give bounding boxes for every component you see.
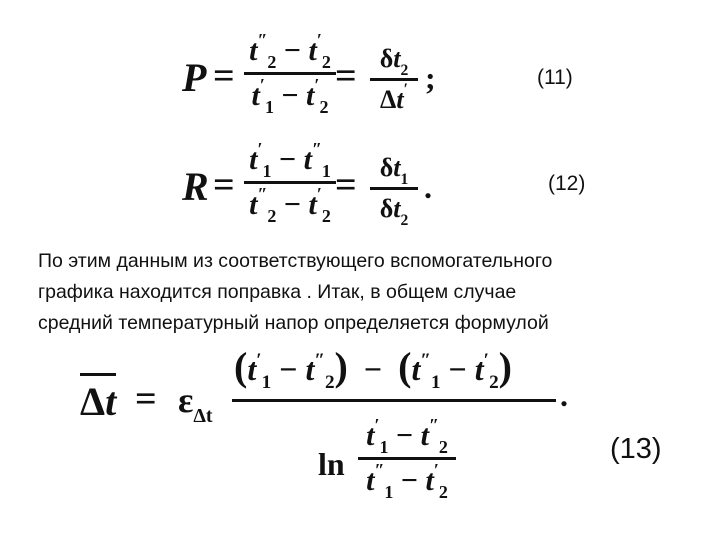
eq12-trail: . bbox=[424, 169, 432, 205]
eq13-overline bbox=[80, 373, 116, 376]
eq13-number: (13) bbox=[610, 433, 662, 465]
eq11-fraction-1: $t''_2 - t'_2$ $t'_1 - t'_2$ bbox=[244, 34, 336, 113]
eq12-equals-2: = bbox=[335, 164, 357, 206]
equation-11 bbox=[0, 0, 720, 135]
eq11-number: (11) bbox=[537, 66, 573, 89]
eq13-equals: = bbox=[135, 378, 157, 420]
paragraph-line-3: средний температурный напор определяется формулой bbox=[38, 312, 549, 334]
paragraph-line-2: графика находится поправка . Итак, в общем случае bbox=[38, 281, 517, 303]
eq11-trail: ; bbox=[425, 60, 436, 96]
paragraph-line-1: По этим данным из соответствующего вспомогательного bbox=[38, 250, 553, 272]
equation-12 bbox=[0, 135, 720, 235]
eq12-fraction-1: $t'_1 - t''_1$ $t''_2 - t'_2$ bbox=[244, 143, 336, 222]
eq12-equals-1: = bbox=[213, 164, 235, 206]
eq13-coefficient: $\varepsilon_{\Delta t}$ bbox=[178, 380, 213, 427]
eq13-main-bar bbox=[232, 399, 556, 402]
eq12-lhs: R bbox=[182, 164, 209, 209]
eq11-lhs: P bbox=[182, 55, 207, 100]
eq11-fraction-2: $\delta t_2$ Δt′ bbox=[370, 44, 418, 115]
eq11-equals-1: = bbox=[213, 55, 235, 97]
eq12-number: (12) bbox=[548, 172, 586, 195]
eq13-inner-fraction: $t'_1 - t''_2$ $t''_1 - t'_2$ bbox=[358, 419, 456, 498]
eq11-equals-2: = bbox=[335, 55, 357, 97]
eq13-ln: ln bbox=[318, 446, 345, 482]
eq12-fraction-2: $\delta t_1$ $\delta t_2$ bbox=[370, 153, 418, 224]
eq13-trail: . bbox=[560, 377, 568, 413]
body-paragraph bbox=[38, 246, 552, 339]
equation-13 bbox=[0, 335, 720, 540]
eq13-lhs: Δt bbox=[80, 373, 116, 425]
eq13-numerator: $(t'_1 - t''_2) - (t''_1 - t'_2)$ bbox=[234, 344, 512, 393]
